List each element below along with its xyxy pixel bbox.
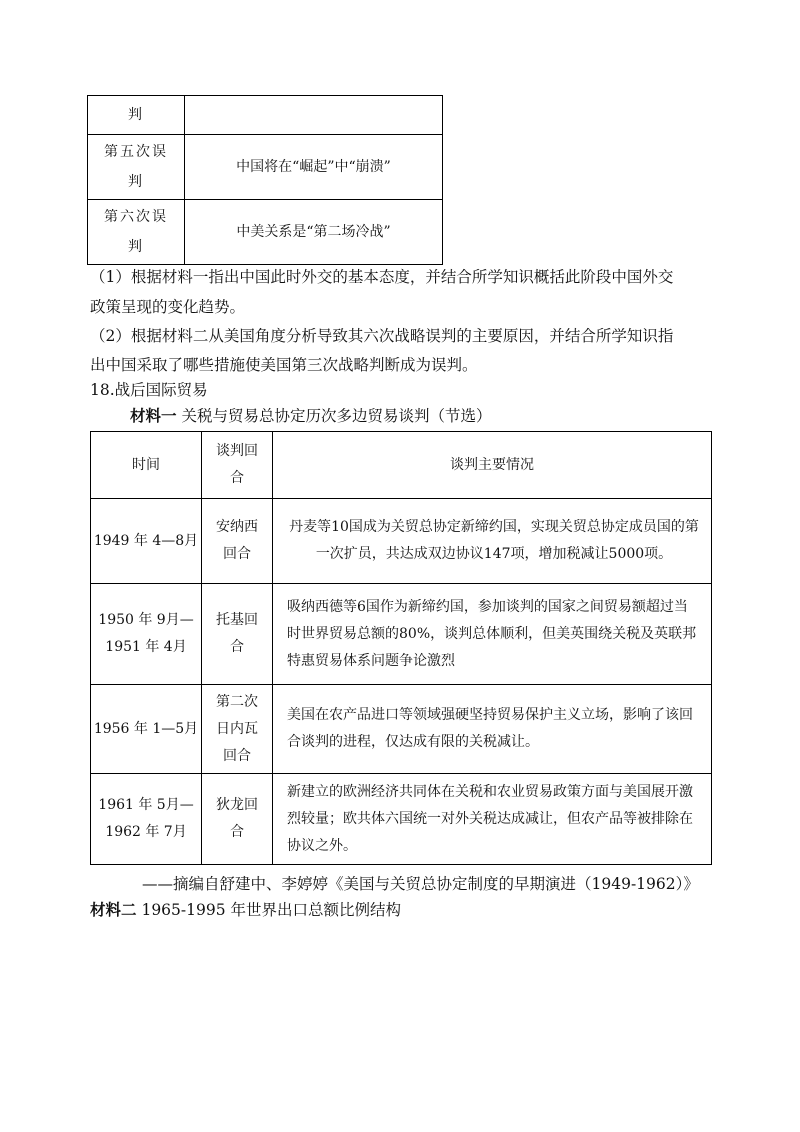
question-1-line-2: 政策呈现的变化趋势。 [90,298,246,316]
material-1-label: 材料一 [130,406,177,425]
column-header: 时间 [91,432,202,499]
time-cell: 1950 年 9月—1951 年 4月 [98,612,194,655]
material-2-label: 材料二 [90,900,137,919]
description-cell: 新建立的欧洲经济共同体在关税和农业贸易政策方面与美国展开激烈较量；欧共体六国统一对外关税达成减让，但农产品等被排除在协议之外。 [273,774,712,865]
round-cell: 托基回合 [216,612,258,655]
source-citation: ——摘编自舒建中、李婷婷《美国与关贸总协定制度的早期演进（1949-1962）》 [142,875,699,893]
question-2-line-1: （2）根据材料二从美国角度分析导致其六次战略误判的主要原因，并结合所学知识指 [90,327,674,345]
round-cell: 狄龙回合 [216,797,258,840]
table-row [88,200,443,265]
time-cell: 1949 年 4—8月 [91,499,202,584]
table-row [88,135,443,200]
material-1-title: 关税与贸易总协定历次多边贸易谈判（节选） [181,407,492,425]
row-label: 判 [128,107,144,123]
table-row [91,584,712,685]
question-1-line-1: （1）根据材料一指出中国此时外交的基本态度，并结合所学知识概括此阶段中国外交 [90,268,674,286]
material-2-title: 1965-1995 年世界出口总额比例结构 [141,901,402,919]
time-cell: 1961 年 5月—1962 年 7月 [98,797,194,840]
table-header-row [91,432,712,499]
column-header: 谈判回合 [216,443,258,486]
description-cell: 吸纳西德等6国作为新缔约国，参加谈判的国家之间贸易额超过当时世界贸易总额的80%，谈判总体顺利，但美英围绕关税及英联邦特惠贸易体系问题争论激烈 [273,584,712,685]
row-value: 中美关系是“第二场冷战” [185,200,443,265]
round-cell: 安纳西回合 [216,519,258,562]
material-1-caption [130,406,491,426]
round-cell: 第二次日内瓦回合 [216,693,258,764]
row-value [185,96,443,135]
material-2-caption [90,900,401,920]
description-cell: 美国在农产品进口等领域强硬坚持贸易保护主义立场，影响了该回合谈判的进程，仅达成有限的关税减让。 [273,685,712,774]
strategic-misjudgment-table [87,95,443,265]
table-row [91,685,712,774]
question-2-line-2: 出中国采取了哪些措施使美国第三次战略判断成为误判。 [90,356,478,374]
description-cell: 丹麦等10国成为关贸总协定新缔约国，实现关贸总协定成员国的第一次扩员，共达成双边协议147项，增加税减让5000项。 [273,499,712,584]
time-cell: 1956 年 1—5月 [91,685,202,774]
table-row [88,96,443,135]
row-label: 第六次误判 [104,209,168,255]
table-row [91,774,712,865]
table-row [91,499,712,584]
column-header: 谈判主要情况 [273,432,712,499]
gatt-rounds-table [90,431,712,865]
section-heading: 18.战后国际贸易 [90,381,208,399]
row-value: 中国将在“崛起”中“崩溃” [185,135,443,200]
row-label: 第五次误判 [104,144,168,190]
